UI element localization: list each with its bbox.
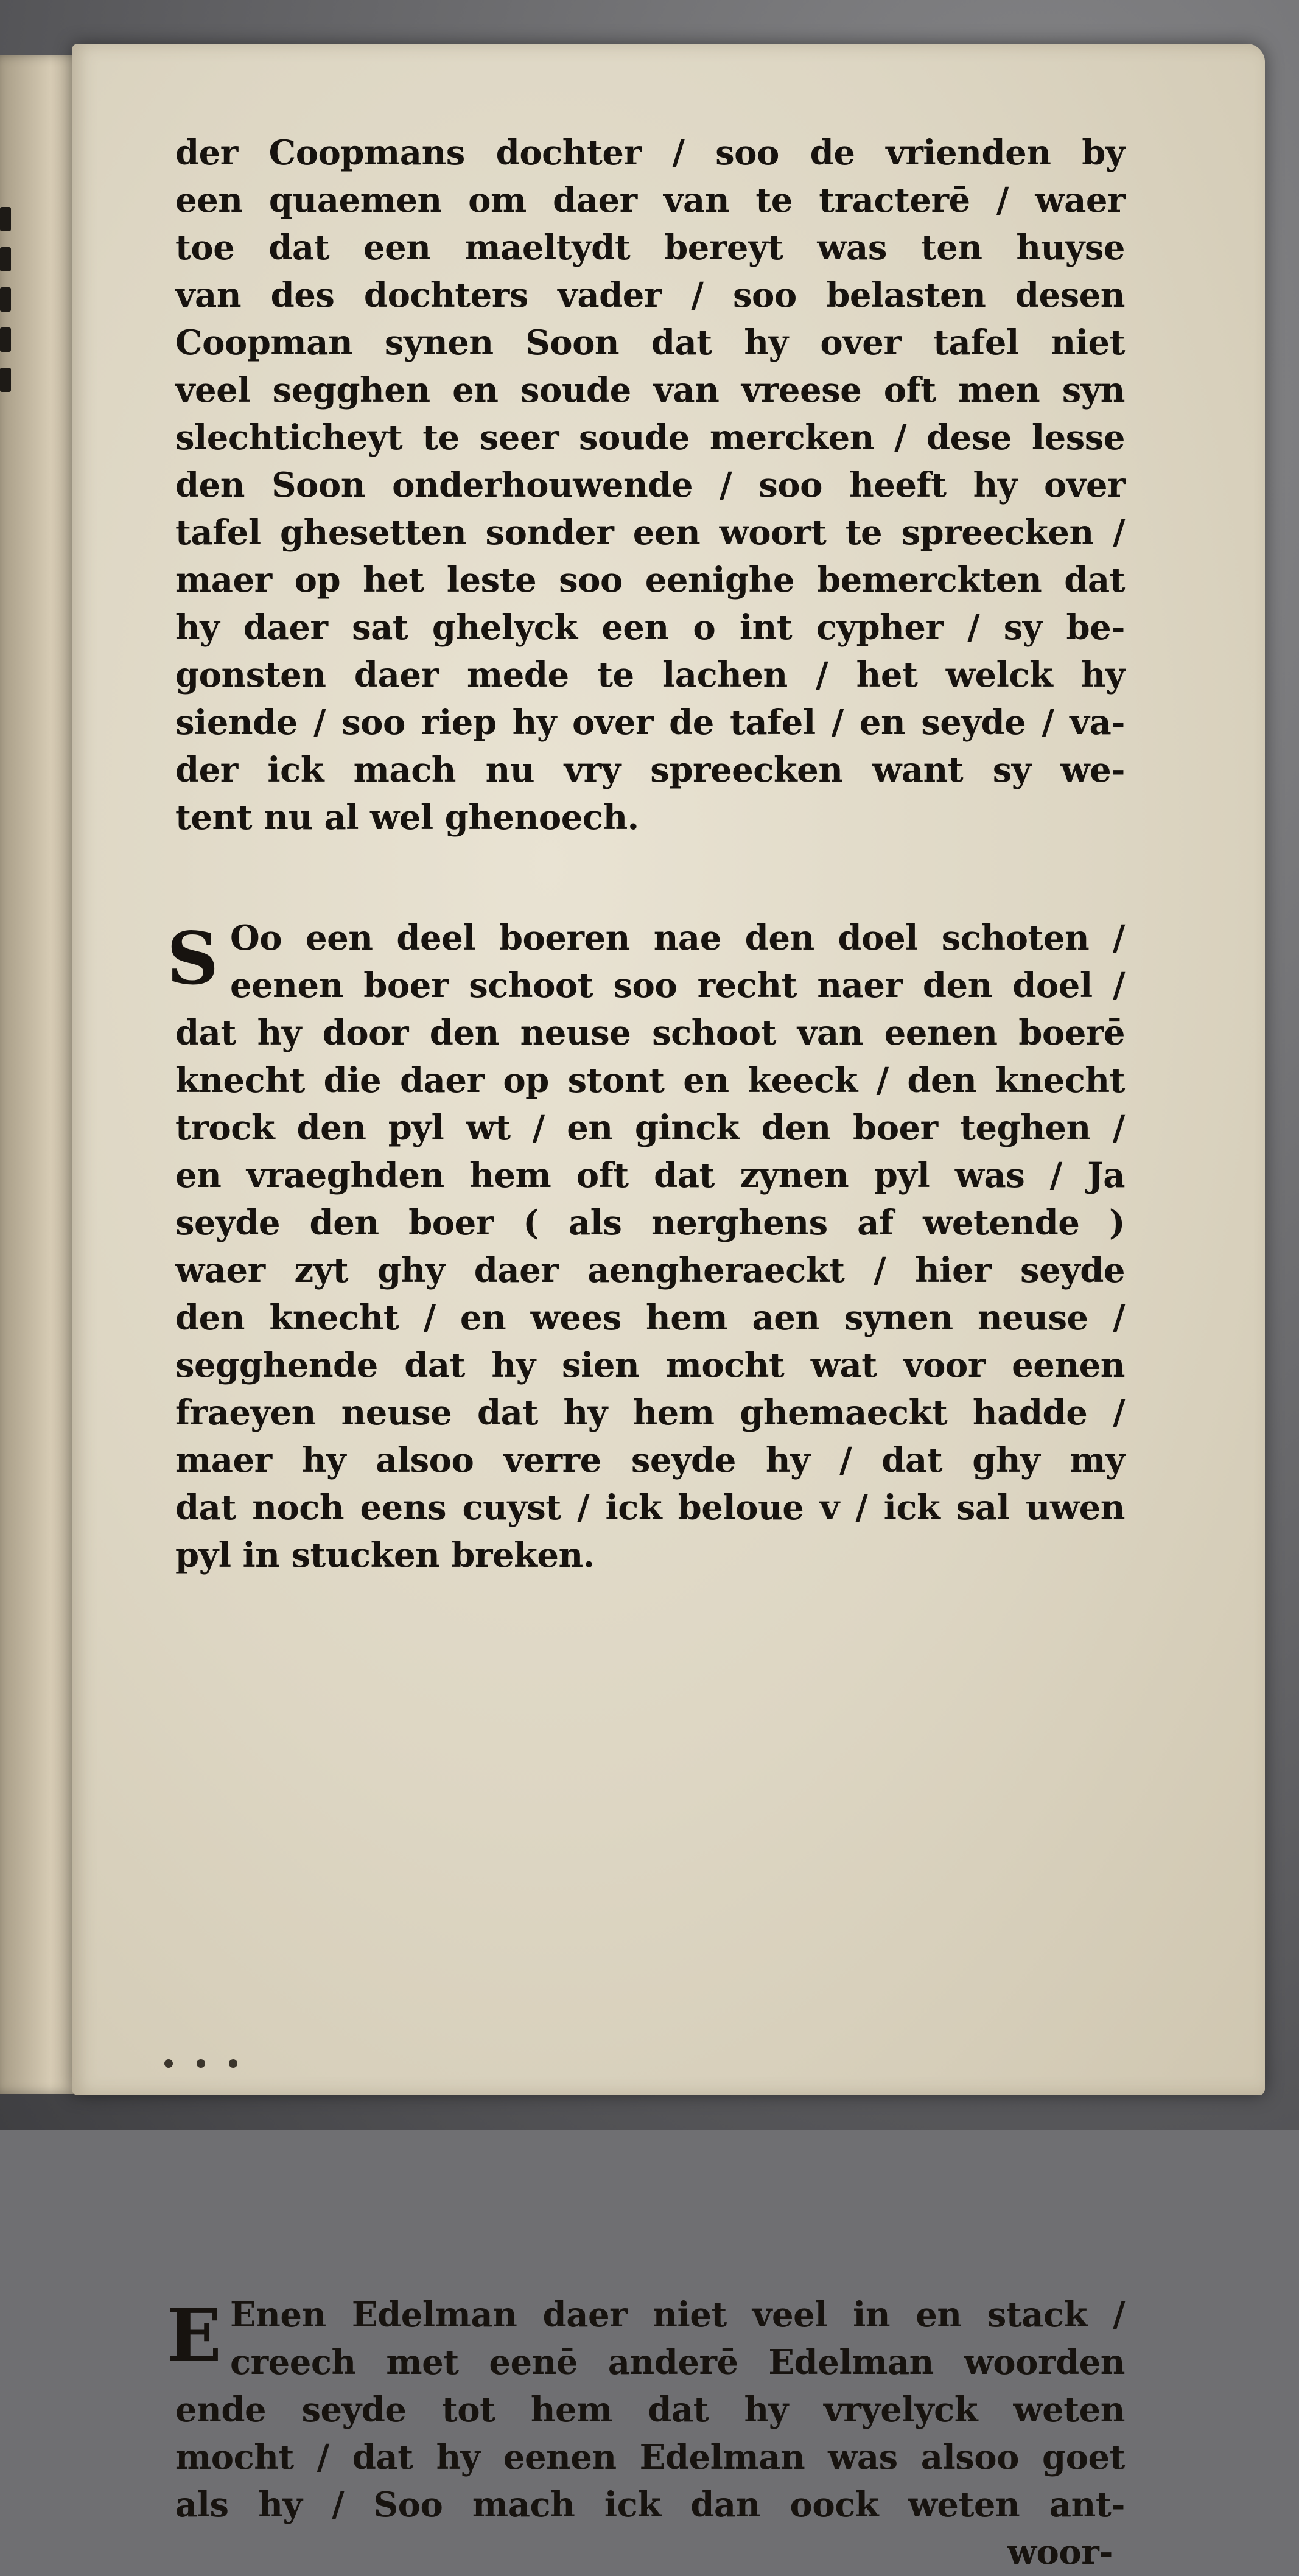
text-line: veel segghen en soude van vreese oft men syn — [175, 370, 1125, 410]
drop-initial: E — [167, 2293, 222, 2378]
ink-speck — [197, 2059, 205, 2068]
text-line: Enen Edelman daer niet veel in en stack / — [230, 2295, 1125, 2335]
text-line: den knecht / en wees hem aen synen neuse / — [175, 1298, 1125, 1338]
text-line: dat noch eens cuyst / ick beloue v / ick sal uwen — [175, 1488, 1125, 1528]
ink-mark — [0, 327, 11, 352]
text-line: knecht die daer op stont en keeck / den knecht — [175, 1060, 1125, 1101]
text-line: als hy / Soo mach ick dan oock weten ant- — [175, 2485, 1125, 2525]
text-line: en vraeghden hem oft dat zynen pyl was / Ja — [175, 1155, 1125, 1195]
text-line: der Coopmans dochter / soo de vrienden by — [175, 133, 1125, 173]
paragraph-farmers-archery — [167, 914, 1125, 1579]
text-line: ende seyde tot hem dat hy vryelyck weten — [175, 2390, 1125, 2430]
text-line: Oo een deel boeren nae den doel schoten / — [230, 918, 1125, 958]
text-line: siende / soo riep hy over de tafel / en seyde / va- — [175, 702, 1125, 743]
text-line: fraeyen neuse dat hy hem ghemaeckt hadde / — [175, 1393, 1125, 1433]
catchword: woor- — [1007, 2532, 1113, 2572]
text-line: der ick mach nu vry spreecken want sy we- — [175, 750, 1125, 790]
text-line: den Soon onderhouwende / soo heeft hy over — [175, 465, 1125, 505]
ink-mark — [0, 287, 11, 312]
text-line: een quaemen om daer van te tracterē / waer — [175, 180, 1125, 220]
ink-specks — [164, 2059, 258, 2070]
text-line: hy daer sat ghelyck een o int cypher / sy be- — [175, 607, 1125, 648]
text-line: waer zyt ghy daer aengheraeckt / hier seyde — [175, 1250, 1125, 1290]
text-line: segghende dat hy sien mocht wat voor eenen — [175, 1345, 1125, 1385]
drop-initial: S — [167, 916, 219, 1001]
ink-mark — [0, 207, 11, 231]
text-line: dat hy door den neuse schoot van eenen boerē — [175, 1013, 1125, 1053]
text-line: creech met eenē anderē Edelman woorden — [230, 2342, 1125, 2382]
ink-speck — [164, 2059, 173, 2068]
book-page — [72, 44, 1265, 2572]
ink-mark — [0, 368, 11, 392]
facing-page-text-fragments — [0, 207, 18, 408]
text-line: Coopman synen Soon dat hy over tafel niet — [175, 323, 1125, 363]
text-line: maer hy alsoo verre seyde hy / dat ghy my — [175, 1440, 1125, 1480]
text-line: mocht / dat hy eenen Edelman was alsoo goet — [175, 2437, 1125, 2477]
text-line: pyl in stucken breken. — [175, 1535, 595, 1575]
text-line: eenen boer schoot soo recht naer den doel / — [230, 965, 1125, 1006]
paragraph-nobleman — [167, 2291, 1125, 2576]
ink-speck — [229, 2059, 237, 2068]
text-line: van des dochters vader / soo belasten desen — [175, 275, 1125, 315]
text-line: gonsten daer mede te lachen / het welck hy — [175, 655, 1125, 695]
paragraph-merchant-son — [175, 129, 1125, 841]
text-line: maer op het leste soo eenighe bemerckten dat — [175, 560, 1125, 600]
text-line: seyde den boer ( als nerghens af wetende ) — [175, 1203, 1125, 1243]
ink-mark — [0, 247, 11, 271]
text-line: slechticheyt te seer soude mercken / dese lesse — [175, 418, 1125, 458]
text-line: tafel ghesetten sonder een woort te spreecken / — [175, 513, 1125, 553]
text-line: toe dat een maeltydt bereyt was ten huyse — [175, 228, 1125, 268]
text-line: tent nu al wel ghenoech. — [175, 797, 639, 838]
text-line: trock den pyl wt / en ginck den boer teghen / — [175, 1108, 1125, 1148]
